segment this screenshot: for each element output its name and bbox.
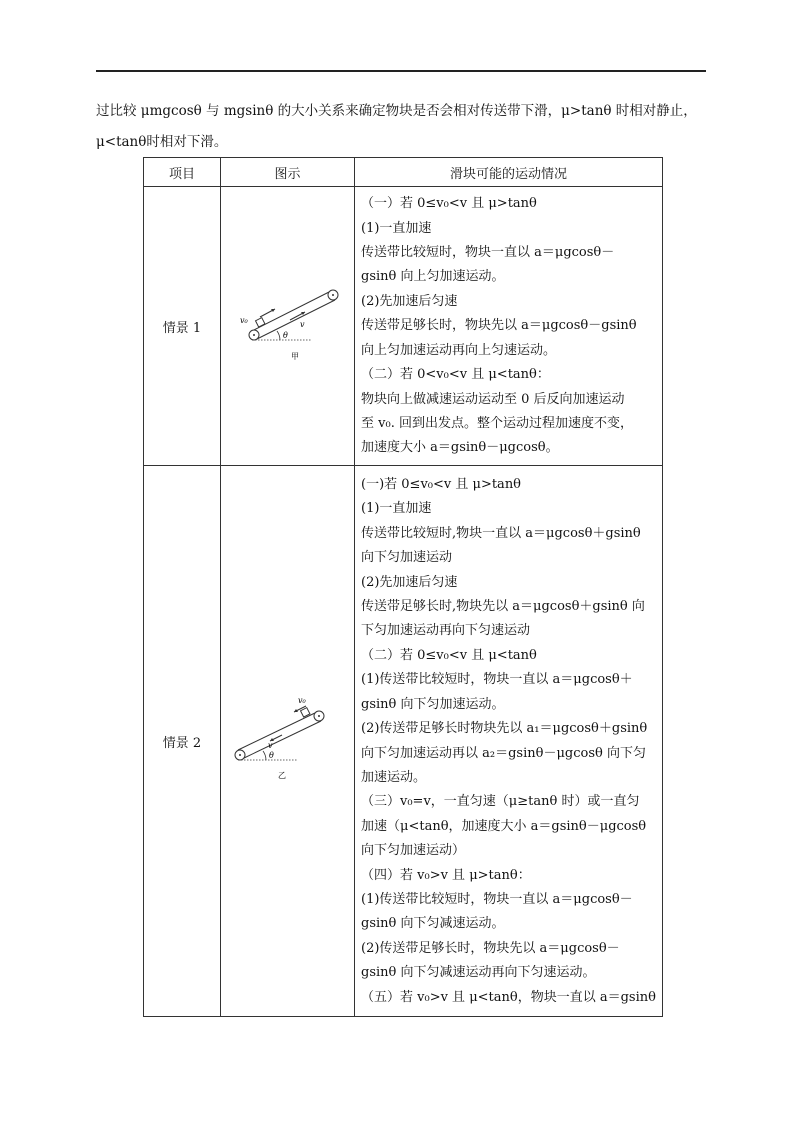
header-item: 项目 (144, 158, 221, 187)
desc-line: gsinθ 向下匀减速运动。 (361, 916, 505, 932)
desc-line: （四）若 v₀>v 且 μ>tanθ： (361, 867, 531, 883)
row-label: 情景 1 (144, 187, 221, 466)
desc-line: 物块向上做减速运动运动至 0 后反向加速运动 (361, 391, 625, 407)
v0-label: v₀ (239, 316, 248, 325)
header-rule (96, 70, 706, 72)
desc-line: 向上匀加速运动再向上匀速运动。 (361, 342, 557, 358)
desc-line: 向下匀加速运动再以 a₂＝gsinθ－μgcosθ 向下匀 (361, 745, 646, 761)
figure-cell (221, 466, 355, 1017)
desc-line: (2)传送带足够长时物块先以 a₁＝μgcosθ＋gsinθ (361, 721, 648, 737)
desc-line: 传送带足够长时，物块先以 a＝μgcosθ－gsinθ (361, 318, 637, 334)
conveyor-diagram-yi (228, 698, 348, 784)
desc-line: (一)若 0≤v₀<v 且 μ>tanθ (361, 477, 522, 493)
desc-line: 传送带足够长时,物块先以 a＝μgcosθ＋gsinθ 向 (361, 599, 645, 615)
desc-line: （五）若 v₀>v 且 μ<tanθ，物块一直以 a＝gsinθ (361, 989, 656, 1005)
motion-table (143, 157, 663, 1017)
row-label: 情景 2 (144, 466, 221, 1017)
desc-line: (2)传送带足够长时，物块先以 a＝μgcosθ－ (361, 940, 620, 956)
desc-line: (1)传送带比较短时，物块一直以 a＝μgcosθ＋ (361, 672, 633, 688)
v-label: v (299, 320, 305, 329)
intro-line-2: μ<tanθ时相对下滑。 (96, 134, 228, 150)
desc-line: 加速运动。 (361, 769, 427, 785)
v0-label: v₀ (297, 698, 306, 705)
desc-line: gsinθ 向下匀减速运动再向下匀速运动。 (361, 965, 596, 981)
figure-cell (221, 187, 355, 466)
desc-line: （三）v₀=v，一直匀速（μ≥tanθ 时）或一直匀 (361, 794, 640, 810)
figure-caption: 乙 (277, 771, 286, 780)
figure-caption: 甲 (290, 352, 299, 361)
conveyor-diagram-jia (228, 283, 348, 369)
table-row (144, 187, 663, 466)
v-label: v (267, 741, 273, 750)
desc-line: （二）若 0<v₀<v 且 μ<tanθ： (361, 367, 550, 383)
intro-line-1: 过比较 μmgcosθ 与 mgsinθ 的大小关系来确定物块是否会相对传送带下滑，μ>tanθ 时相对静止， (96, 103, 697, 119)
desc-line: (2)先加速后匀速 (361, 574, 458, 590)
header-figure: 图示 (221, 158, 355, 187)
desc-line: (2)先加速后匀速 (361, 293, 458, 309)
motion-description (355, 187, 663, 466)
desc-line: 传送带比较短时,物块一直以 a＝μgcosθ＋gsinθ (361, 525, 641, 541)
table-row (144, 466, 663, 1017)
desc-line: gsinθ 向下匀加速运动。 (361, 696, 505, 712)
intro-paragraph (96, 96, 708, 158)
theta-label: θ (268, 751, 274, 760)
desc-line: 下匀加速运动再向下匀速运动 (361, 623, 531, 639)
desc-line: (1)一直加速 (361, 501, 432, 517)
desc-line: 加速度大小 a＝gsinθ－μgcosθ。 (361, 440, 559, 456)
desc-line: 加速（μ<tanθ，加速度大小 a＝gsinθ－μgcosθ (361, 818, 647, 834)
theta-label: θ (282, 331, 288, 340)
desc-line: (1)传送带比较短时，物块一直以 a＝μgcosθ－ (361, 891, 633, 907)
desc-line: 传送带比较短时，物块一直以 a＝μgcosθ－ (361, 245, 615, 261)
desc-line: 至 v₀. 回到出发点。整个运动过程加速度不变， (361, 415, 633, 431)
table-header-row (144, 158, 663, 187)
desc-line: (1)一直加速 (361, 220, 432, 236)
desc-line: 向下匀加速运动） (361, 843, 466, 859)
desc-line: gsinθ 向上匀加速运动。 (361, 269, 505, 285)
header-motion: 滑块可能的运动情况 (355, 158, 663, 187)
motion-description (355, 466, 663, 1017)
desc-line: （二）若 0≤v₀<v 且 μ<tanθ (361, 647, 537, 663)
desc-line: （一）若 0≤v₀<v 且 μ>tanθ (361, 196, 537, 212)
desc-line: 向下匀加速运动 (361, 550, 453, 566)
